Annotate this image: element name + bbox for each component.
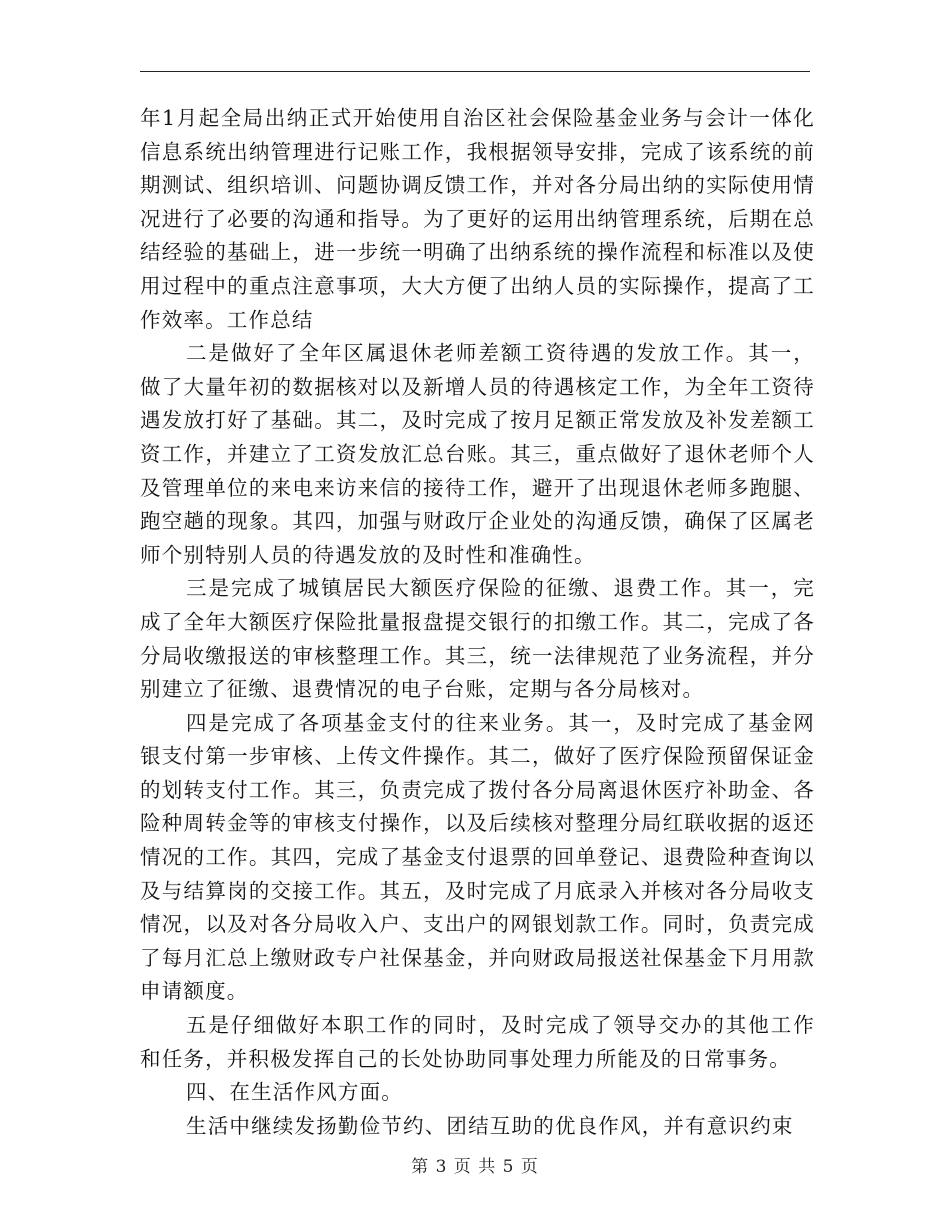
page-number-footer: 第 3 页 共 5 页 [411,1157,539,1177]
paragraph-5: 五是仔细做好本职工作的同时，及时完成了领导交办的其他工作和任务，并积极发挥自己的长处协助同事处理力所能及的日常事务。 [140,1013,815,1071]
section-heading: 四、在生活作风方面。 [186,1080,403,1105]
paragraph-3: 三是完成了城镇居民大额医疗保险的征缴、退费工作。其一，完成了全年大额医疗保险批量报盘提交银行的扣缴工作。其二，完成了各分局收缴报送的审核整理工作。其三，统一法律规范了业务流程，并分别建立了征缴、退费情况的电子台账，定期与各分局核对。 [140,576,815,702]
paragraph-4: 四是完成了各项基金支付的往来业务。其一，及时完成了基金网银支付第一步审核、上传文件操作。其二，做好了医疗保险预留保证金的划转支付工作。其三，负责完成了拨付各分局离退休医疗补助金、各险种周转金等的审核支付操作，以及后续核对整理分局红联收据的返还情况的工作。其四，完成了基金支付退票的回单登记、退费险种查询以及与结算岗的交接工作。其五，及时完成了月底录入并核对各分局收支情况，以及对各分局收入户、支出户的网银划款工作。同时，负责完成了每月汇总上缴财政专户社保基金，并向财政局报送社保基金下月用款申请额度。 [140,710,815,1004]
paragraph-1: 年1月起全局出纳正式开始使用自治区社会保险基金业务与会计一体化信息系统出纳管理进行记账工作，我根据领导安排，完成了该系统的前期测试、组织培训、问题协调反馈工作，并对各分局出纳的实际使用情况进行了必要的沟通和指导。为了更好的运用出纳管理系统，后期在总结经验的基础上，进一步统一明确了出纳系统的操作流程和标准以及使用过程中的重点注意事项，大大方便了出纳人员的实际操作，提高了工作效率。工作总结 [140,106,815,332]
paragraph-6: 生活中继续发扬勤俭节约、团结互助的优良作风，并有意识约束 [186,1113,794,1138]
document-body [140,102,815,1143]
header-rule [140,71,810,72]
paragraph-2: 二是做好了全年区属退休老师差额工资待遇的发放工作。其一，做了大量年初的数据核对以及新增人员的待遇核定工作，为全年工资待遇发放打好了基础。其二，及时完成了按月足额正常发放及补发差额工资工作，并建立了工资发放汇总台账。其三，重点做好了退休老师个人及管理单位的来电来访来信的接待工作，避开了出现退休老师多跑腿、跑空趟的现象。其四，加强与财政厅企业处的沟通反馈，确保了区属老师个别特别人员的待遇发放的及时性和准确性。 [140,341,815,567]
